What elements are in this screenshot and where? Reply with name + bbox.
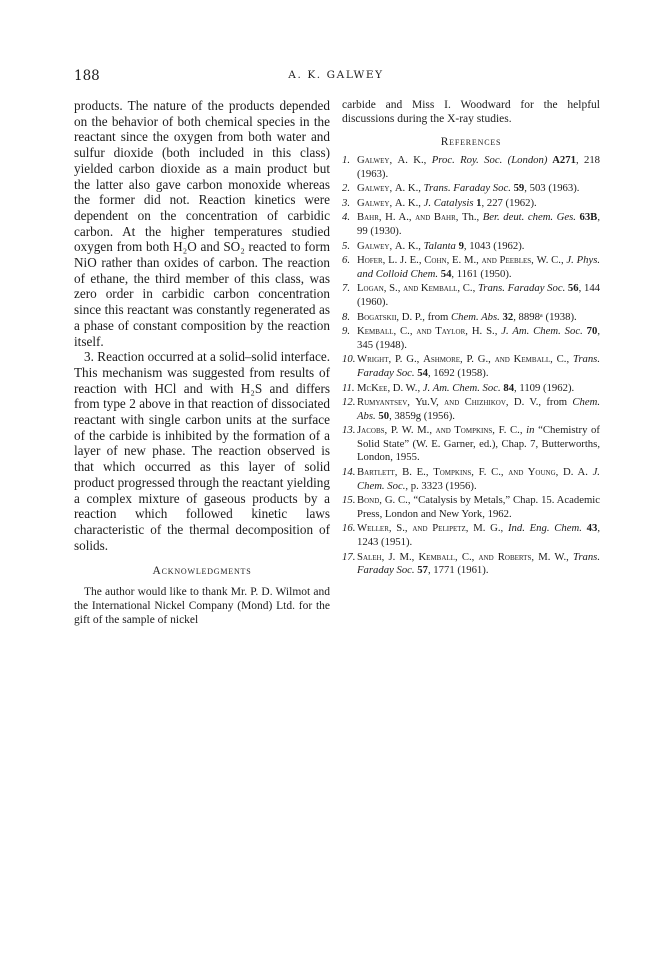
body-paragraph-1: products. The nature of the products depended on the behavior of both chemical species in the reactant since the oxygen from both water and sulfur dioxide (both included in this class) yielded carbon dioxide as a main product but the latter also gave carbon monoxide whereas the former did not. Reaction kinetics were dependent on the concentration of carbidic carbon. At the higher temperatures studied oxygen from both H₂O and SO₂ reacted to form NiO rather than oxides of carbon. The reaction of ethane, the third member of this class, was zero order in carbidic carbon concentration since this reactant was constantly regenerated as a phase of constant composition by the reaction itself. <box>74 98 330 349</box>
reference-item <box>342 494 600 521</box>
reference-item <box>342 325 600 352</box>
reference-text-part: E. M., <box>452 254 482 267</box>
reference-item <box>342 522 600 549</box>
reference-text-part: S., <box>389 282 404 295</box>
reference-text-part: Rumyantsev, <box>357 396 416 409</box>
reference-text-part: and Peebles, <box>481 254 537 267</box>
reference-text-part: M. W., <box>538 550 573 563</box>
reference-text-part: and Tompkins, <box>435 424 499 437</box>
acknowledgments-continued: carbide and Miss I. Woodward for the helpful discussions during the X-ray studies. <box>342 99 600 125</box>
reference-text-part: , 227 (1962). <box>481 196 537 209</box>
reference-text-part: Galwey, <box>357 239 395 252</box>
reference-text-part: and Bahr, <box>415 211 462 224</box>
reference-text-part: Tompkins, <box>433 466 479 479</box>
reference-text-part: G. C., “Catalysis by Metals,” Chap. 15. Academic Press, London and New York, 1962. <box>357 494 600 520</box>
left-column <box>74 98 330 627</box>
reference-text-part: Bahr, <box>357 211 386 224</box>
reference-number: 12. <box>342 396 356 409</box>
reference-number: 3. <box>342 196 351 209</box>
reference-text-part: 32 <box>499 310 514 323</box>
reference-text-part: and Kemball, <box>403 282 463 295</box>
reference-text-part: A271 <box>547 154 576 166</box>
reference-text-part: S., <box>396 522 413 535</box>
reference-text-part: , 3859g (1956). <box>389 409 455 422</box>
reference-text-part: , 99 (1930). <box>357 211 600 237</box>
reference-text-part: and Kemball, <box>494 353 557 366</box>
reference-text-part: 1 <box>473 196 482 209</box>
reference-number: 7. <box>342 282 351 295</box>
reference-text-part: D. A. <box>563 466 593 479</box>
reference-text-part: F. C., <box>498 424 527 437</box>
reference-text-part: Hofer, <box>357 254 389 267</box>
reference-text-part: , 1043 (1962). <box>463 239 525 252</box>
body-paragraph-2: 3. Reaction occurred at a solid–solid interface. This mechanism was suggested from results of reaction with HCl and with H₂S and differs from type 2 above in that reaction of dissociated reactant with single carbon units at the surface of the carbide is inhibited by the formation of a layer of new phase. The reaction observed is that which occurred as this layer of solid product progressed through the reactant yielding a complex mixture of gaseous products by a reaction which followed kinetic laws characteristic of the thermal decomposition of solids. <box>74 349 330 553</box>
reference-text-part: , 1161 (1950). <box>451 267 512 280</box>
reference-text-part: , 218 (1963). <box>357 154 601 180</box>
reference-item <box>342 466 600 493</box>
reference-text-part: 70 <box>582 325 598 338</box>
reference-text-part: J. Catalysis <box>423 196 474 209</box>
reference-text-part: P. W. M., <box>390 424 436 437</box>
reference-text-part: D. V., from <box>513 396 573 409</box>
reference-text-part: L. J. E., <box>388 254 425 267</box>
reference-item <box>342 240 600 254</box>
reference-text-part: Galwey, <box>357 196 395 209</box>
reference-text-part: P. G., <box>394 353 424 366</box>
reference-text-part: Logan, <box>357 282 390 295</box>
reference-text-part: Wright, <box>357 353 395 366</box>
reference-item <box>342 254 600 281</box>
reference-text-part: Trans. Faraday Soc. <box>423 182 511 195</box>
reference-text-part: J. Phys. and Colloid Chem. <box>357 254 601 280</box>
reference-text-part: M. G., <box>473 522 508 535</box>
reference-text-part: P. G., <box>466 353 495 366</box>
reference-text-part: Trans. Faraday Soc. <box>357 353 601 379</box>
reference-list <box>342 154 600 578</box>
reference-text-part: , 1109 (1962). <box>514 381 575 394</box>
reference-number: 13. <box>342 424 356 437</box>
reference-text-part: H. A., <box>385 211 416 224</box>
reference-text-part: D. W., <box>392 381 423 394</box>
reference-text-part: C., <box>461 550 479 563</box>
reference-number: 9. <box>342 325 351 338</box>
reference-number: 1. <box>342 154 351 166</box>
reference-text-part: Galwey, <box>357 154 398 166</box>
reference-number: 11. <box>342 381 355 394</box>
reference-text-part: , 1243 (1951). <box>357 522 600 549</box>
reference-text-part: Talanta <box>423 239 456 252</box>
reference-text-part: J. Am. Chem. Soc. <box>501 325 583 338</box>
reference-number: 4. <box>342 211 351 224</box>
reference-text-part: Jacobs, <box>357 424 391 437</box>
page-number: 188 <box>74 68 100 84</box>
reference-text-part: Yu.V, <box>415 396 445 409</box>
reference-text-part: in <box>526 424 535 437</box>
reference-text-part: Chem. Abs. <box>451 310 500 323</box>
reference-number: 8. <box>342 310 351 323</box>
reference-text-part: 54 <box>438 267 452 280</box>
reference-text-part: Ind. Eng. Chem. <box>507 522 582 535</box>
reference-text-part: 63B <box>575 211 598 224</box>
reference-text-part: A. K., <box>394 182 424 195</box>
reference-text-part: Ashmore, <box>423 353 467 366</box>
reference-item <box>342 154 600 181</box>
reference-number: 14. <box>342 466 356 479</box>
reference-text-part: “Chemistry of Solid State” (W. E. Garner, ed.), Chap. 7, Butterworths, London, 1955. <box>357 424 600 464</box>
reference-text-part: , 8898ᵃ (1938). <box>513 310 577 323</box>
reference-text-part: 59 <box>510 182 525 195</box>
reference-text-part: J. M., <box>388 550 419 563</box>
reference-item <box>342 424 600 465</box>
reference-item <box>342 211 600 238</box>
reference-item <box>342 197 600 211</box>
running-head: A. K. GALWEY <box>288 69 384 81</box>
reference-text-part: A. K., <box>394 239 424 252</box>
reference-text-part: and Young, <box>508 466 563 479</box>
reference-text-part: and Taylor, <box>416 325 472 338</box>
reference-text-part: Kemball, <box>357 325 401 338</box>
reference-text-part: and Pelipetz, <box>412 522 474 535</box>
reference-text-part: 56 <box>565 282 579 295</box>
reference-item <box>342 551 600 578</box>
reference-text-part: , 345 (1948). <box>357 325 600 351</box>
reference-number: 10. <box>342 353 356 366</box>
reference-number: 17. <box>342 550 356 563</box>
reference-text-part: A. K., <box>394 196 424 209</box>
reference-text-part: Proc. Roy. Soc. (London) <box>431 154 548 166</box>
reference-text-part: Galwey, <box>357 182 395 195</box>
reference-text-part: 57 <box>414 564 428 577</box>
reference-text-part: Trans. Faraday Soc. <box>357 550 600 577</box>
reference-text-part: Kemball, <box>418 550 462 563</box>
reference-item <box>342 396 600 423</box>
reference-number: 5. <box>342 239 351 252</box>
reference-text-part: J. Am. Chem. Soc. <box>422 381 501 394</box>
reference-text-part: 9 <box>455 239 464 252</box>
reference-text-part: C., <box>462 282 478 295</box>
reference-text-part: A. K., <box>397 154 432 166</box>
references-heading: References <box>440 136 502 148</box>
reference-text-part: , p. 3323 (1956). <box>405 479 477 492</box>
reference-text-part: and Roberts, <box>478 550 539 563</box>
reference-number: 16. <box>342 522 356 535</box>
reference-text-part: Bogatskii, <box>357 310 402 323</box>
reference-text-part: , 1692 (1958). <box>427 366 489 379</box>
reference-text-part: F. C., <box>478 466 509 479</box>
reference-text-part: D. P., from <box>401 310 452 323</box>
reference-number: 15. <box>342 494 356 507</box>
reference-text-part: , 1771 (1961). <box>427 564 489 577</box>
reference-text-part: Bond, <box>357 494 385 507</box>
reference-text-part: Cohn, <box>424 254 453 267</box>
reference-text-part: , 503 (1963). <box>524 182 580 195</box>
reference-item <box>342 311 600 325</box>
reference-text-part: Bartlett, <box>357 466 403 479</box>
reference-text-part: and Chizhikov, <box>444 396 514 409</box>
reference-text-part: McKee, <box>357 381 393 394</box>
acknowledgments-heading: Acknowledgments <box>152 565 252 578</box>
reference-text-part: J. Chem. Soc. <box>357 466 600 492</box>
reference-text-part: , 144 (1960). <box>357 282 601 308</box>
reference-text-part: Trans. Faraday Soc. <box>477 282 566 295</box>
reference-number: 2. <box>342 182 351 195</box>
reference-text-part: Chem. Abs. <box>357 396 601 422</box>
reference-text-part: 54 <box>414 366 428 379</box>
reference-number: 6. <box>342 254 351 267</box>
reference-text-part: Ber. deut. chem. Ges. <box>482 211 576 224</box>
reference-text-part: W. C., <box>536 254 567 267</box>
reference-text-part: H. S., <box>471 325 502 338</box>
reference-text-part: Saleh, <box>357 550 389 563</box>
acknowledgments-text: The author would like to thank Mr. P. D. Wilmot and the International Nickel Company (Mond) Ltd. for the gift of the sample of nickel <box>74 586 330 627</box>
reference-item <box>342 382 600 396</box>
reference-item <box>342 282 600 309</box>
reference-text-part: B. E., <box>402 466 434 479</box>
reference-text-part: 50 <box>375 409 390 422</box>
reference-text-part: C., <box>400 325 417 338</box>
reference-text-part: 84 <box>500 381 515 394</box>
reference-text-part: 43 <box>581 522 598 535</box>
reference-item <box>342 353 600 380</box>
reference-text-part: C., <box>556 353 573 366</box>
right-column <box>342 98 600 579</box>
reference-text-part: Weller, <box>357 522 397 535</box>
reference-text-part: Th., <box>461 211 483 224</box>
reference-item <box>342 182 600 196</box>
